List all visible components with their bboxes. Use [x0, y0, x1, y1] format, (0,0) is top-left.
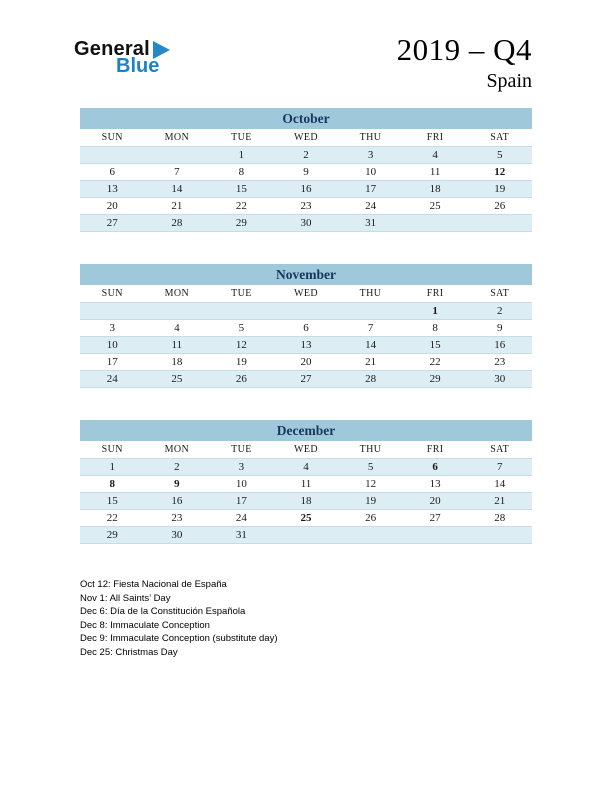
date-cell: 1 [432, 305, 438, 317]
date-cell: 30 [171, 529, 183, 541]
date-cell [467, 215, 532, 231]
date-cell: 11 [429, 166, 441, 178]
date-cell: 8 [109, 478, 116, 490]
date-cell: 19 [235, 356, 247, 368]
date-cell: 13 [106, 183, 118, 195]
date-cell: 7 [174, 166, 180, 178]
date-cell [403, 215, 468, 231]
date-cell [338, 527, 403, 543]
date-cell: 3 [367, 149, 374, 161]
week-row [80, 147, 532, 164]
logo-text-general: General [74, 38, 150, 60]
date-cell: 12 [235, 339, 247, 351]
week-row [80, 493, 532, 510]
date-cell: 7 [367, 322, 374, 334]
date-cell [274, 527, 339, 543]
date-cell: 18 [171, 356, 183, 368]
weekday-header: MON [164, 444, 190, 455]
date-cell: 4 [432, 149, 438, 161]
date-cell: 21 [494, 495, 506, 507]
date-cell: 5 [238, 322, 245, 334]
date-cell: 24 [235, 512, 247, 524]
date-cell [403, 527, 468, 543]
brand-logo [74, 38, 170, 78]
month-december [80, 420, 532, 544]
holiday-note: Nov 1: All Saints’ Day [80, 592, 171, 604]
weekday-header: SUN [101, 444, 123, 455]
date-cell: 28 [494, 512, 506, 524]
month-title: December [80, 420, 532, 441]
date-cell: 7 [496, 461, 503, 473]
weekday-row [80, 285, 532, 303]
week-row [80, 198, 532, 215]
date-cell: 5 [496, 149, 503, 161]
date-cell: 29 [106, 529, 118, 541]
holiday-note: Dec 25: Christmas Day [80, 646, 178, 658]
date-cell: 8 [432, 322, 438, 334]
weekday-header: WED [294, 132, 318, 143]
date-cell: 14 [171, 183, 183, 195]
weekday-header: WED [294, 288, 318, 299]
month-grid [80, 285, 532, 388]
week-row [80, 459, 532, 476]
week-row [80, 164, 532, 181]
date-cell: 29 [429, 373, 441, 385]
date-cell: 14 [365, 339, 377, 351]
date-cell: 17 [235, 495, 247, 507]
weekday-header: FRI [426, 444, 444, 455]
date-cell: 28 [365, 373, 377, 385]
week-row [80, 303, 532, 320]
date-cell: 16 [300, 183, 312, 195]
week-row [80, 510, 532, 527]
date-cell [80, 147, 145, 163]
date-cell: 23 [171, 512, 183, 524]
date-cell: 4 [174, 322, 180, 334]
weekday-header: FRI [426, 132, 444, 143]
date-cell: 22 [429, 356, 441, 368]
date-cell: 24 [365, 200, 377, 212]
date-cell: 23 [300, 200, 312, 212]
date-cell: 20 [106, 200, 118, 212]
page-subtitle: Spain [486, 70, 532, 92]
date-cell: 27 [429, 512, 441, 524]
date-cell: 4 [303, 461, 309, 473]
date-cell: 28 [171, 217, 183, 229]
date-cell: 30 [494, 373, 506, 385]
date-cell: 2 [496, 305, 503, 317]
weekday-header: TUE [231, 132, 252, 143]
weekday-header: TUE [231, 288, 252, 299]
date-cell [338, 303, 403, 319]
date-cell: 26 [365, 512, 377, 524]
date-cell: 10 [106, 339, 118, 351]
holiday-note: Oct 12: Fiesta Nacional de España [80, 579, 227, 590]
date-cell: 10 [365, 166, 377, 178]
date-cell [145, 303, 210, 319]
date-cell: 12 [494, 166, 506, 178]
date-cell: 14 [494, 478, 506, 490]
weekday-header: SUN [101, 132, 123, 143]
month-november [80, 264, 532, 388]
logo-text-blue: Blue [116, 55, 160, 77]
date-cell: 11 [171, 339, 183, 351]
date-cell: 18 [429, 183, 441, 195]
date-cell [209, 303, 274, 319]
holiday-note: Dec 6: Día de la Constitución Española [80, 606, 246, 617]
date-cell: 21 [365, 356, 377, 368]
month-october [80, 108, 532, 232]
date-cell: 6 [109, 166, 116, 178]
date-cell: 25 [300, 512, 312, 524]
date-cell: 12 [365, 478, 377, 490]
date-cell: 15 [106, 495, 118, 507]
date-cell: 1 [238, 149, 245, 161]
date-cell: 9 [303, 166, 309, 178]
month-title: October [80, 108, 532, 129]
date-cell: 13 [429, 478, 441, 490]
date-cell: 18 [300, 495, 312, 507]
week-row [80, 371, 532, 388]
date-cell: 22 [235, 200, 247, 212]
date-cell: 9 [174, 478, 180, 490]
date-cell: 2 [303, 149, 309, 161]
date-cell: 16 [171, 495, 183, 507]
date-cell: 19 [365, 495, 377, 507]
weekday-row [80, 441, 532, 459]
date-cell [274, 303, 339, 319]
month-grid [80, 129, 532, 232]
weekday-header: MON [164, 132, 190, 143]
week-row [80, 181, 532, 198]
weekday-header: THU [359, 444, 382, 455]
weekday-header: SAT [490, 132, 510, 143]
week-row [80, 320, 532, 337]
holiday-note: Dec 9: Immaculate Conception (substitute day) [80, 633, 278, 644]
weekday-header: THU [359, 288, 382, 299]
date-cell: 27 [106, 217, 118, 229]
date-cell: 27 [300, 373, 312, 385]
date-cell [467, 527, 532, 543]
weekday-row [80, 129, 532, 147]
date-cell: 5 [367, 461, 374, 473]
date-cell [80, 303, 145, 319]
page-title: 2019 – Q4 [396, 32, 532, 67]
weekday-header: THU [359, 132, 382, 143]
date-cell: 17 [365, 183, 377, 195]
date-cell: 31 [365, 217, 377, 229]
holiday-notes [80, 578, 277, 659]
weekday-header: TUE [231, 444, 252, 455]
month-grid [80, 441, 532, 544]
date-cell: 10 [235, 478, 247, 490]
date-cell: 25 [429, 200, 441, 212]
weekday-header: SAT [490, 444, 510, 455]
date-cell: 2 [174, 461, 180, 473]
date-cell: 20 [300, 356, 312, 368]
date-cell: 3 [238, 461, 245, 473]
date-cell: 1 [109, 461, 116, 473]
date-cell: 11 [300, 478, 312, 490]
weekday-header: WED [294, 444, 318, 455]
date-cell: 17 [106, 356, 118, 368]
date-cell: 9 [496, 322, 503, 334]
date-cell: 24 [106, 373, 118, 385]
date-cell: 25 [171, 373, 183, 385]
date-cell [145, 147, 210, 163]
date-cell: 30 [300, 217, 312, 229]
week-row [80, 215, 532, 232]
week-row [80, 354, 532, 371]
date-cell: 19 [494, 183, 506, 195]
holiday-note: Dec 8: Immaculate Conception [80, 619, 210, 631]
date-cell: 6 [432, 461, 438, 473]
date-cell: 15 [235, 183, 247, 195]
date-cell: 20 [429, 495, 441, 507]
date-cell: 31 [235, 529, 247, 541]
date-cell: 23 [494, 356, 506, 368]
date-cell: 8 [238, 166, 245, 178]
title-block [397, 32, 532, 93]
date-cell: 22 [106, 512, 118, 524]
date-cell: 26 [235, 373, 247, 385]
month-title: November [80, 264, 532, 285]
date-cell: 16 [494, 339, 506, 351]
date-cell: 15 [429, 339, 441, 351]
week-row [80, 527, 532, 544]
date-cell: 3 [109, 322, 116, 334]
weekday-header: SUN [101, 288, 123, 299]
date-cell: 29 [235, 217, 247, 229]
week-row [80, 476, 532, 493]
date-cell: 13 [300, 339, 312, 351]
weekday-header: SAT [490, 288, 510, 299]
weekday-header: FRI [426, 288, 444, 299]
weekday-header: MON [164, 288, 190, 299]
week-row [80, 337, 532, 354]
date-cell: 21 [171, 200, 183, 212]
date-cell: 6 [303, 322, 309, 334]
date-cell: 26 [494, 200, 506, 212]
